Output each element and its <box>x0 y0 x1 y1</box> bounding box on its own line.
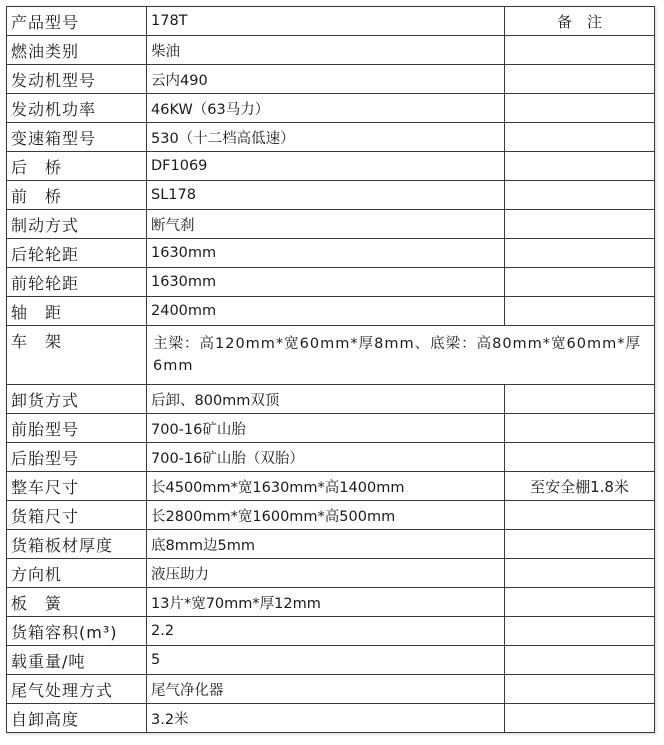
spec-note <box>505 123 655 152</box>
spec-note: 至安全棚1.8米 <box>505 472 655 501</box>
spec-note <box>505 588 655 617</box>
table-row <box>7 530 655 559</box>
spec-value: 底8mm边5mm <box>147 530 505 559</box>
spec-value: 3.2米 <box>147 704 505 733</box>
spec-value: 1630mm <box>147 239 505 268</box>
spec-note <box>505 181 655 210</box>
spec-value: 530（十二档高低速） <box>147 123 505 152</box>
spec-note <box>505 617 655 646</box>
spec-label: 板 簧 <box>7 588 147 617</box>
spec-label: 制动方式 <box>7 210 147 239</box>
spec-note <box>505 385 655 414</box>
table-row <box>7 297 655 326</box>
spec-note <box>505 559 655 588</box>
spec-value: 云内490 <box>147 65 505 94</box>
table-row <box>7 617 655 646</box>
spec-note <box>505 268 655 297</box>
spec-note <box>505 675 655 704</box>
table-row <box>7 181 655 210</box>
spec-value: 2.2 <box>147 617 505 646</box>
table-row-header <box>7 7 655 36</box>
spec-note <box>505 94 655 123</box>
frame-label: 车 架 <box>7 326 147 385</box>
table-row <box>7 239 655 268</box>
spec-note <box>505 443 655 472</box>
spec-label: 前 桥 <box>7 181 147 210</box>
spec-label: 燃油类别 <box>7 36 147 65</box>
spec-value: 柴油 <box>147 36 505 65</box>
table-row <box>7 210 655 239</box>
spec-label: 后 桥 <box>7 152 147 181</box>
spec-table-body <box>7 7 655 733</box>
spec-value: 13片*宽70mm*厚12mm <box>147 588 505 617</box>
spec-label: 货箱板材厚度 <box>7 530 147 559</box>
spec-label: 整车尺寸 <box>7 472 147 501</box>
product-model-value: 178T <box>147 7 505 36</box>
spec-table <box>6 6 655 733</box>
spec-note <box>505 530 655 559</box>
spec-value: 700-16矿山胎（双胎） <box>147 443 505 472</box>
spec-label: 轴 距 <box>7 297 147 326</box>
table-row-frame <box>7 326 655 385</box>
spec-value: 5 <box>147 646 505 675</box>
spec-value: DF1069 <box>147 152 505 181</box>
table-row <box>7 472 655 501</box>
table-row <box>7 414 655 443</box>
table-row <box>7 588 655 617</box>
table-row <box>7 559 655 588</box>
table-row <box>7 646 655 675</box>
product-model-label: 产品型号 <box>7 7 147 36</box>
spec-note <box>505 239 655 268</box>
spec-value: 700-16矿山胎 <box>147 414 505 443</box>
spec-label: 发动机功率 <box>7 94 147 123</box>
spec-value: 尾气净化器 <box>147 675 505 704</box>
spec-label: 尾气处理方式 <box>7 675 147 704</box>
table-row <box>7 675 655 704</box>
table-row <box>7 65 655 94</box>
spec-value: 长2800mm*宽1600mm*高500mm <box>147 501 505 530</box>
spec-label: 货箱容积(m³) <box>7 617 147 646</box>
spec-note <box>505 646 655 675</box>
spec-note <box>505 704 655 733</box>
spec-note <box>505 414 655 443</box>
spec-value: 液压助力 <box>147 559 505 588</box>
spec-note <box>505 152 655 181</box>
table-row <box>7 123 655 152</box>
spec-label: 后胎型号 <box>7 443 147 472</box>
spec-label: 后轮轮距 <box>7 239 147 268</box>
table-row <box>7 152 655 181</box>
spec-label: 货箱尺寸 <box>7 501 147 530</box>
spec-note <box>505 297 655 326</box>
spec-label: 卸货方式 <box>7 385 147 414</box>
table-row <box>7 94 655 123</box>
spec-note <box>505 501 655 530</box>
spec-label: 前胎型号 <box>7 414 147 443</box>
spec-label: 自卸高度 <box>7 704 147 733</box>
spec-value: 后卸、800mm双顶 <box>147 385 505 414</box>
spec-note <box>505 210 655 239</box>
spec-value: 长4500mm*宽1630mm*高1400mm <box>147 472 505 501</box>
spec-value: 2400mm <box>147 297 505 326</box>
frame-value: 主梁：高120mm*宽60mm*厚8mm、底梁：高80mm*宽60mm*厚6mm <box>147 326 655 385</box>
table-row <box>7 268 655 297</box>
table-row <box>7 704 655 733</box>
spec-note <box>505 36 655 65</box>
table-row <box>7 385 655 414</box>
spec-label: 载重量/吨 <box>7 646 147 675</box>
spec-value: SL178 <box>147 181 505 210</box>
spec-label: 方向机 <box>7 559 147 588</box>
spec-value: 断气刹 <box>147 210 505 239</box>
spec-value: 46KW（63马力） <box>147 94 505 123</box>
spec-note <box>505 65 655 94</box>
spec-value: 1630mm <box>147 268 505 297</box>
spec-label: 变速箱型号 <box>7 123 147 152</box>
table-row <box>7 36 655 65</box>
spec-label: 前轮轮距 <box>7 268 147 297</box>
remarks-header: 备 注 <box>505 7 655 36</box>
table-row <box>7 443 655 472</box>
spec-label: 发动机型号 <box>7 65 147 94</box>
table-row <box>7 501 655 530</box>
